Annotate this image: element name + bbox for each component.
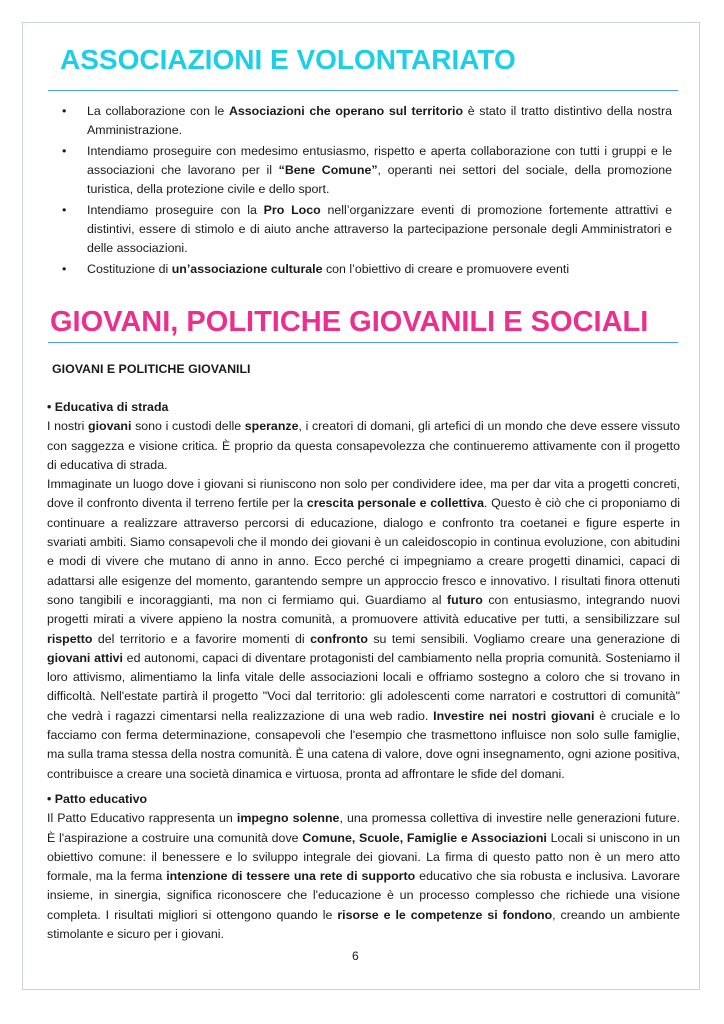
text: I nostri (47, 419, 89, 434)
educativa-section (47, 398, 680, 784)
text: con entusiasmo, integrando nuovi progetti mirati a vivere appieno la nostra comunità, a promuovere attività educative per tutti, a sensibilizzare sul (47, 592, 680, 627)
text: educativo che sia robusta e inclusiva. Lavorare insieme, in sinergia, significa riconoscere che l'educazione è un processo complesso che richiede una visione completa. I risultati migliori si ottengono quando le (47, 869, 680, 922)
text: è cruciale e lo facciamo con ferma determinazione, consapevoli che l'esempio che trasmettono influisce non solo sulle famiglie, ma sulla trama stessa della nostra comunità. È una catena di valore, dove ogni insegnamento, ogni azione positiva, contribuisce a creare una società dinamica e virtuosa, pronta ad affrontare le sfide del domani. (47, 708, 680, 781)
patto-section (47, 790, 680, 944)
bullet-dot: • (62, 203, 67, 217)
text: nell’organizzare eventi di promozione fortemente attrattivi e distintivi, essere di stimolo e di aiuto anche attraverso la partecipazione personale degli Amministratori e delle associazioni. (87, 203, 672, 255)
bold-text: “Bene Comune” (278, 163, 378, 177)
paragraph (47, 809, 680, 944)
page-number: 6 (352, 949, 359, 963)
bold-text: Associazioni che operano sul territorio (228, 104, 464, 118)
bold-text: Pro Loco (263, 203, 321, 217)
text: Costituzione di (87, 262, 172, 276)
list-item (60, 201, 672, 258)
bold-text: Investire nei nostri giovani (433, 708, 595, 723)
text: con l’obiettivo di creare e promuovere eventi (322, 262, 570, 276)
list-item (60, 142, 672, 199)
bold-text: futuro (447, 592, 483, 607)
bold-text: impegno solenne (236, 811, 340, 826)
text: , una promessa collettiva di investire nelle generazioni future. È l'aspirazione a costruire una comunità dove (47, 811, 681, 845)
subsection-title: GIOVANI E POLITICHE GIOVANILI (52, 362, 251, 376)
bold-text: speranze (244, 419, 299, 434)
paragraph (47, 417, 680, 475)
text: Il Patto Educativo rappresenta un (47, 811, 237, 826)
paragraph (47, 475, 680, 784)
text: Intendiamo proseguire con medesimo entusiasmo, rispetto e aperta collaborazione con tutti i gruppi e le associazioni che lavorano per il (87, 144, 672, 177)
bold-text: un’associazione culturale (171, 262, 323, 276)
list-item (60, 102, 672, 140)
bold-text: confronto (310, 631, 368, 646)
bullet-dot: • (62, 104, 67, 118)
text: Immaginate un luogo dove i giovani si riuniscono non solo per condividere idee, ma per dar vita a progetti concreti, dove il confronto diventa il terreno fertile per la (47, 477, 680, 511)
bold-text: giovani (88, 419, 132, 434)
bold-text: Comune, Scuole, Famiglie e Associazioni (302, 830, 547, 845)
title-underline (48, 90, 678, 91)
text: , creando un ambiente stimolante e sicuro per i giovani. (47, 907, 680, 942)
text: ed autonomi, capaci di diventare protagonisti del cambiamento nella propria comunità. Sosteniamo il loro attivismo, alimentiamo la linfa vitale delle associazioni locali e offriamo sostegno a coloro che si trovano in difficoltà. Nell'estate partirà il progetto "Voci dal territorio: gli adolescenti come narratori e costruttori di comunità" che vedrà i ragazzi cimentarsi nella realizzazione di una web radio. (47, 650, 680, 723)
bullet-dot: • (62, 262, 67, 276)
text: , i creatori di domani, gli artefici di un mondo che deve essere vissuto con saggezza e visione critica. È proprio da questa consapevolezza che continueremo attivamente con il progetto di educativa di strada. (47, 419, 680, 472)
bold-text: giovani attivi (47, 650, 123, 665)
text: . Questo è ciò che ci proponiamo di continuare a realizzare attraverso percorsi di educazione, dialogo e confronto tra coetanei e figure esperte in svariati ambiti. Siamo consapevoli che il mondo dei giovani è un caleidoscopio in continua evoluzione, con abitudini e modi di vivere che mutano di anno in anno. Ecco perché ci impegniamo a creare progetti dinamici, capaci di adattarsi alle esigenze del momento, garantendo sempre un approccio fresco e innovativo. I risultati finora ottenuti sono tangibili e incoraggianti, ma non ci fermiamo qui. Guardiamo al (47, 496, 680, 607)
title-underline (48, 342, 678, 343)
text: è stato il tratto distintivo della nostra Amministrazione. (87, 104, 672, 137)
text: Intendiamo proseguire con la (87, 203, 264, 217)
associazioni-bullet-list (60, 102, 672, 281)
text: del territorio e a favorire momenti di (92, 631, 311, 646)
bold-text: crescita personale e collettiva (306, 496, 484, 511)
text: La collaborazione con le (87, 104, 229, 118)
section-title-giovani: GIOVANI, POLITICHE GIOVANILI E SOCIALI (50, 306, 649, 338)
bold-text: risorse e le competenze si fondono (337, 907, 553, 922)
bold-text: intenzione di tessere una rete di supporto (166, 869, 416, 884)
text: su temi sensibili. Vogliamo creare una generazione di (367, 631, 680, 646)
bold-text: rispetto (47, 631, 93, 646)
text: sono i custodi delle (131, 419, 245, 434)
list-item (60, 260, 672, 279)
bullet-dot: • (62, 144, 67, 158)
paragraph-heading: • Educativa di strada (47, 400, 169, 414)
text: Locali si uniscono in un obiettivo comune: il benessere e lo sviluppo integrale dei giovani. La firma di questo patto non è un mero atto formale, ma la ferma (47, 830, 681, 884)
text: , operanti nei settori del sociale, della promozione turistica, della protezione civile e dello sport. (87, 163, 673, 196)
section-title-associazioni: ASSOCIAZIONI E VOLONTARIATO (60, 44, 516, 75)
paragraph-heading: • Patto educativo (47, 792, 148, 806)
